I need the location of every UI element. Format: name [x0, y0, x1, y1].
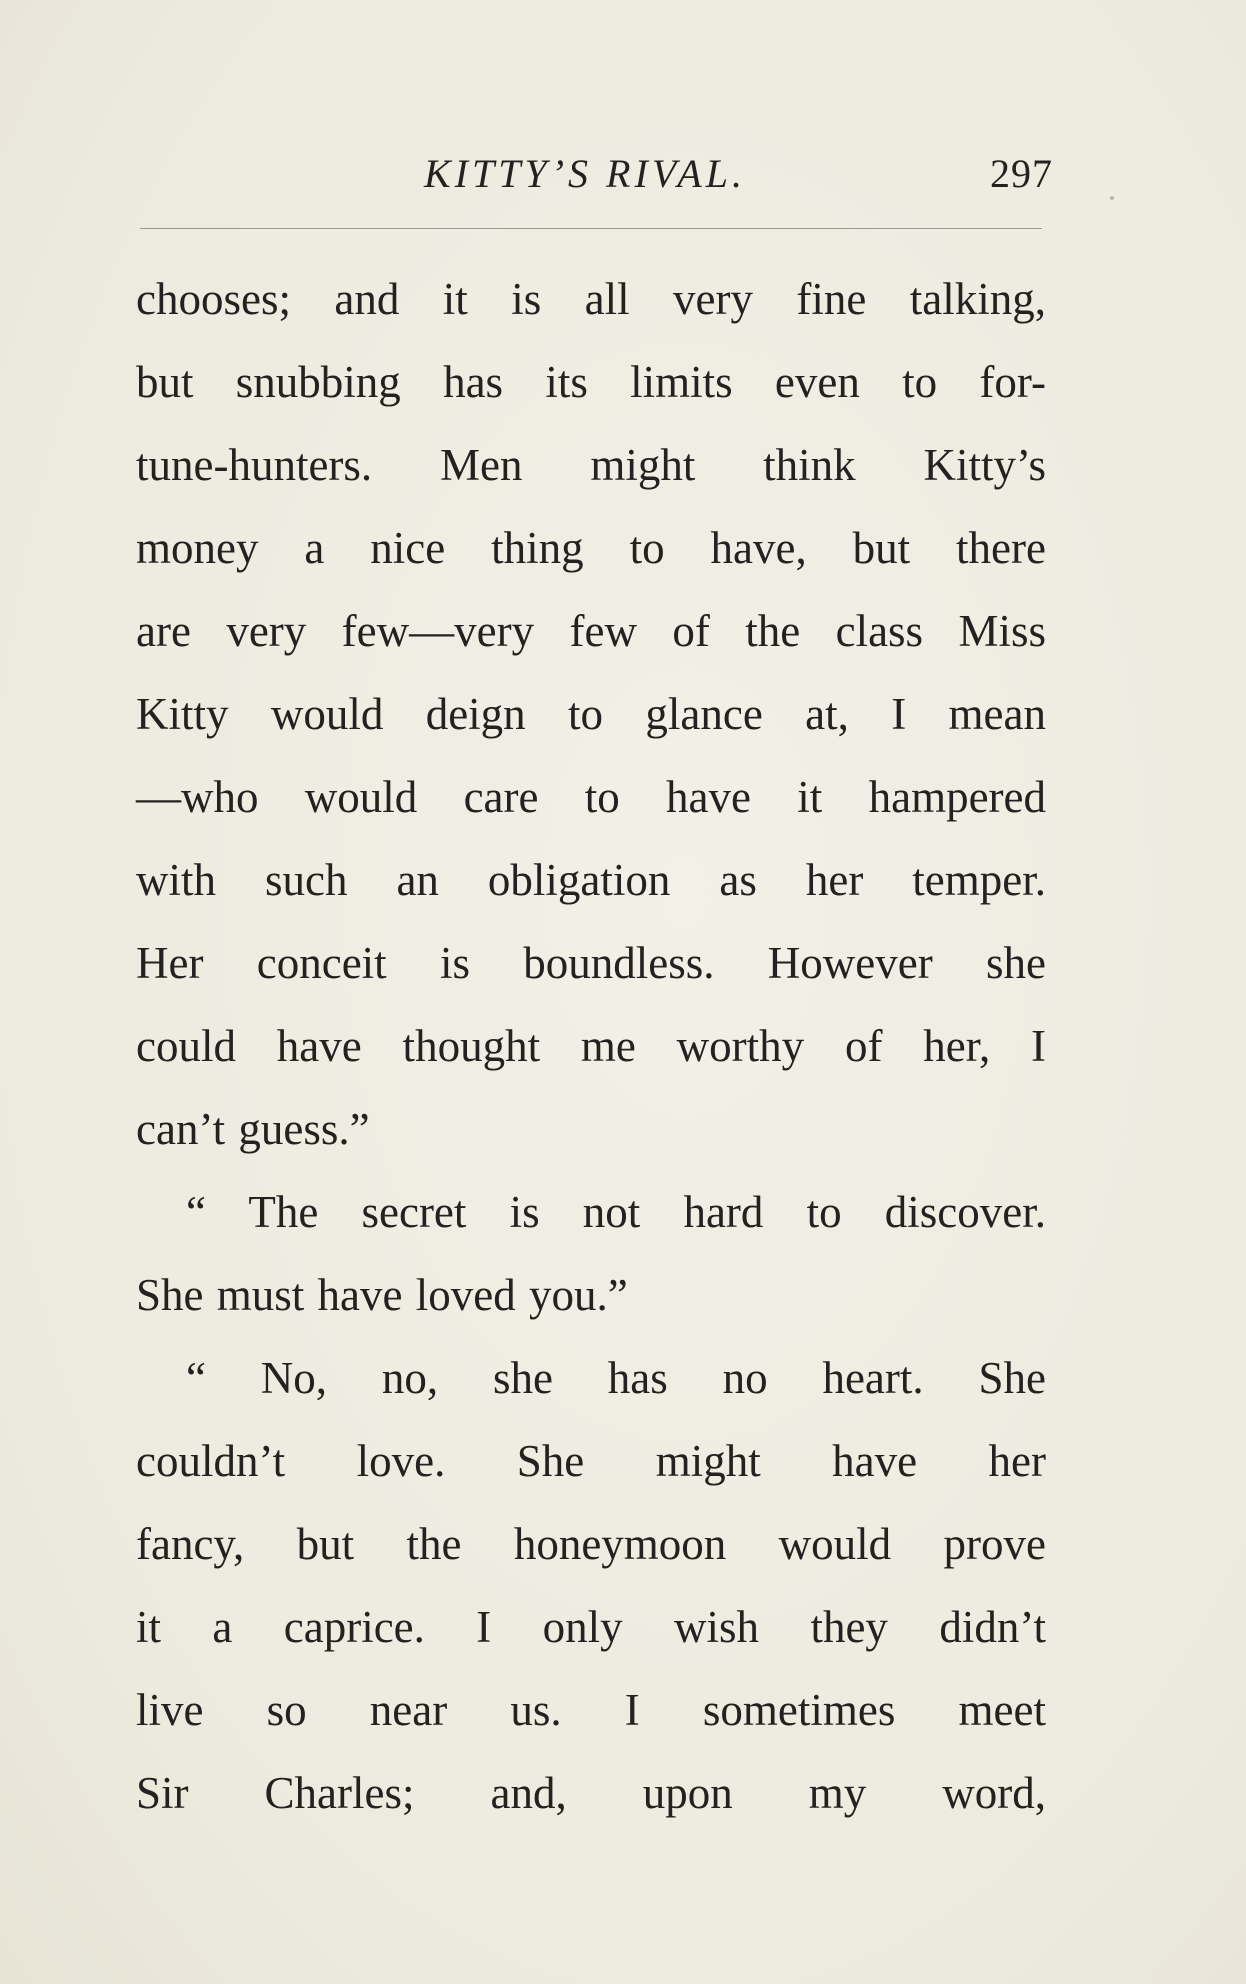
text-line: “ No, no, she has no heart. She	[186, 1353, 1046, 1403]
text-line: are very few—very few of the class Miss	[136, 606, 1046, 656]
page-number: 297	[990, 151, 1053, 196]
running-head	[0, 148, 1246, 208]
text-line: —who would care to have it hampered	[136, 772, 1046, 822]
text-line: tune-hunters. Men might think Kitty’s	[136, 440, 1046, 490]
text-line: couldn’t love. She might have her	[136, 1436, 1046, 1486]
text-line: live so near us. I sometimes meet	[136, 1685, 1046, 1735]
text-line: money a nice thing to have, but there	[136, 523, 1046, 573]
text-line: could have thought me worthy of her, I	[136, 1021, 1046, 1071]
body-text	[136, 258, 1046, 1835]
paper-speck	[1110, 196, 1114, 200]
text-line: fancy, but the honeymoon would prove	[136, 1519, 1046, 1569]
text-line: Kitty would deign to glance at, I mean	[136, 689, 1046, 739]
text-line: Sir Charles; and, upon my word,	[136, 1768, 1046, 1818]
text-line: “ The secret is not hard to discover.	[186, 1187, 1046, 1237]
text-line: She must have loved you.”	[136, 1270, 628, 1320]
text-line: chooses; and it is all very fine talking,	[136, 274, 1046, 324]
text-line: can’t guess.”	[136, 1104, 370, 1154]
header-rule	[140, 228, 1042, 229]
text-line: but snubbing has its limits even to for-	[136, 357, 1046, 407]
text-line: with such an obligation as her temper.	[136, 855, 1046, 905]
text-line: Her conceit is boundless. However she	[136, 938, 1046, 988]
text-line: it a caprice. I only wish they didn’t	[136, 1602, 1046, 1652]
running-title: KITTY’S RIVAL.	[424, 151, 746, 196]
